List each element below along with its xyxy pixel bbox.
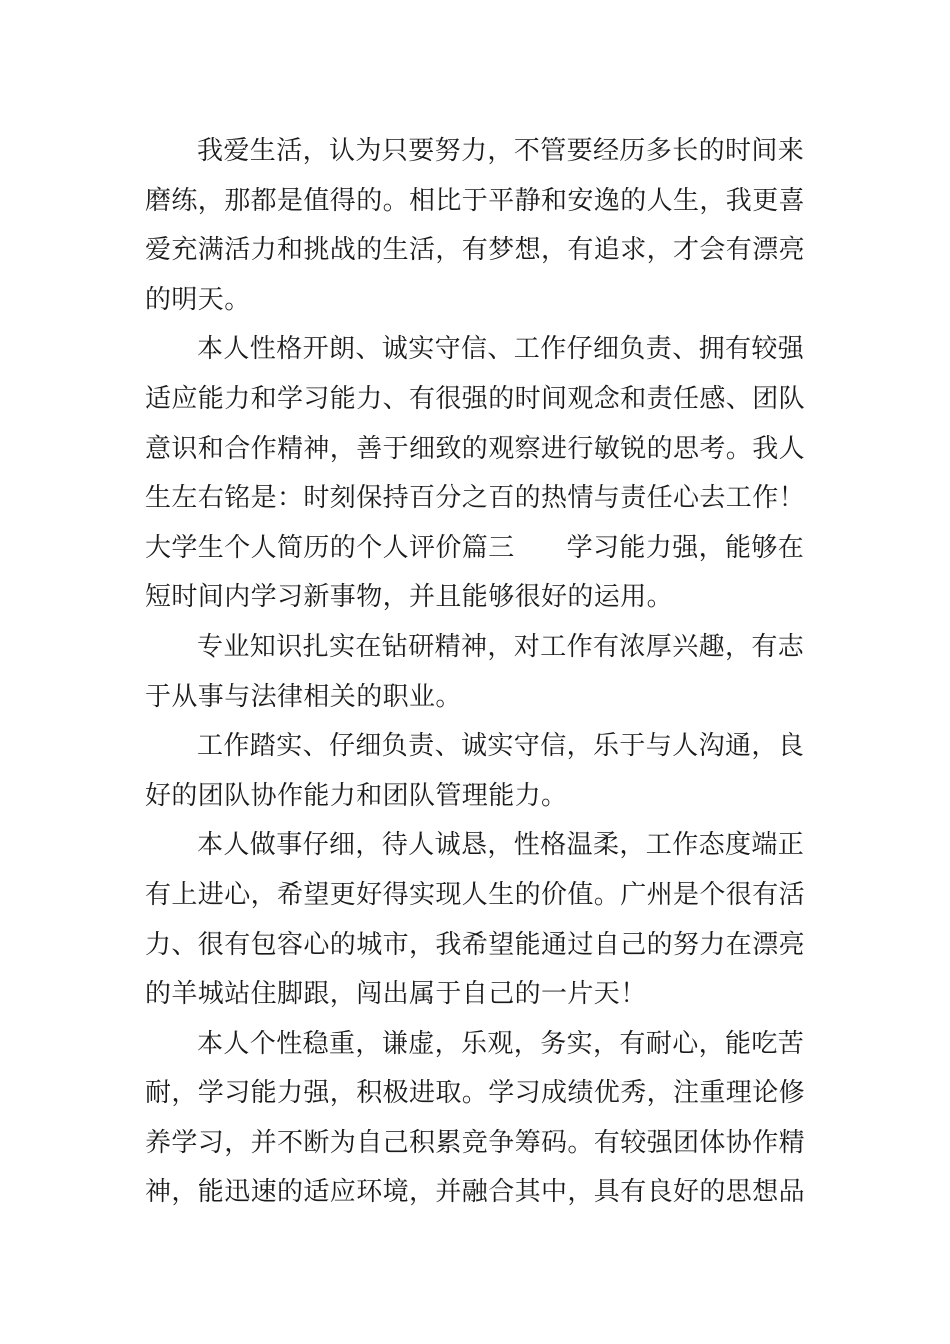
text-line: 耐，学习能力强，积极进取。学习成绩优秀，注重理论修: [145, 1078, 806, 1109]
text-line: 的羊城站住脚跟，闯出属于自己的一片天！: [145, 979, 647, 1010]
text-line: 爱充满活力和挑战的生活，有梦想，有追求，才会有漂亮: [145, 235, 806, 266]
text-line: 本人性格开朗、诚实守信、工作仔细负责、拥有较强: [197, 334, 805, 365]
section-heading: 大学生个人简历的个人评价篇三: [145, 532, 515, 563]
text-line: 生左右铭是：时刻保持百分之百的热情与责任心去工作！: [145, 483, 806, 514]
text-line: 好的团队协作能力和团队管理能力。: [145, 780, 568, 811]
document-body: [145, 127, 810, 1218]
text-line: 磨练，那都是值得的。相比于平静和安逸的人生，我更喜: [145, 185, 806, 216]
text-line: 短时间内学习新事物，并且能够很好的运用。: [145, 582, 674, 613]
text-line: 适应能力和学习能力、有很强的时间观念和责任感、团队: [145, 383, 806, 414]
section-heading-tail: 学习能力强，能够在: [566, 532, 805, 563]
text-line: 工作踏实、仔细负责、诚实守信，乐于与人沟通，良: [197, 731, 805, 762]
text-line: 有上进心，希望更好得实现人生的价值。广州是个很有活: [145, 879, 806, 910]
text-line: 我爱生活，认为只要努力，不管要经历多长的时间来: [197, 136, 805, 166]
text-line: 本人个性稳重，谦虚，乐观，务实，有耐心，能吃苦: [197, 1028, 805, 1059]
text-line: 力、很有包容心的城市，我希望能通过自己的努力在漂亮: [145, 929, 806, 960]
section-heading-line: [145, 524, 810, 574]
text-line: 于从事与法律相关的职业。: [145, 681, 462, 712]
text-line: 养学习，并不断为自己积累竞争筹码。有较强团体协作精: [145, 1127, 806, 1158]
text-line: 意识和合作精神，善于细致的观察进行敏锐的思考。我人: [145, 433, 806, 464]
text-line: 本人做事仔细，待人诚恳，性格温柔，工作态度端正: [197, 830, 805, 861]
text-line: 的明天。: [145, 284, 251, 315]
text-line: 专业知识扎实在钻研精神，对工作有浓厚兴趣，有志: [197, 631, 805, 662]
text-line: 神，能迅速的适应环境，并融合其中，具有良好的思想品: [145, 1177, 806, 1208]
